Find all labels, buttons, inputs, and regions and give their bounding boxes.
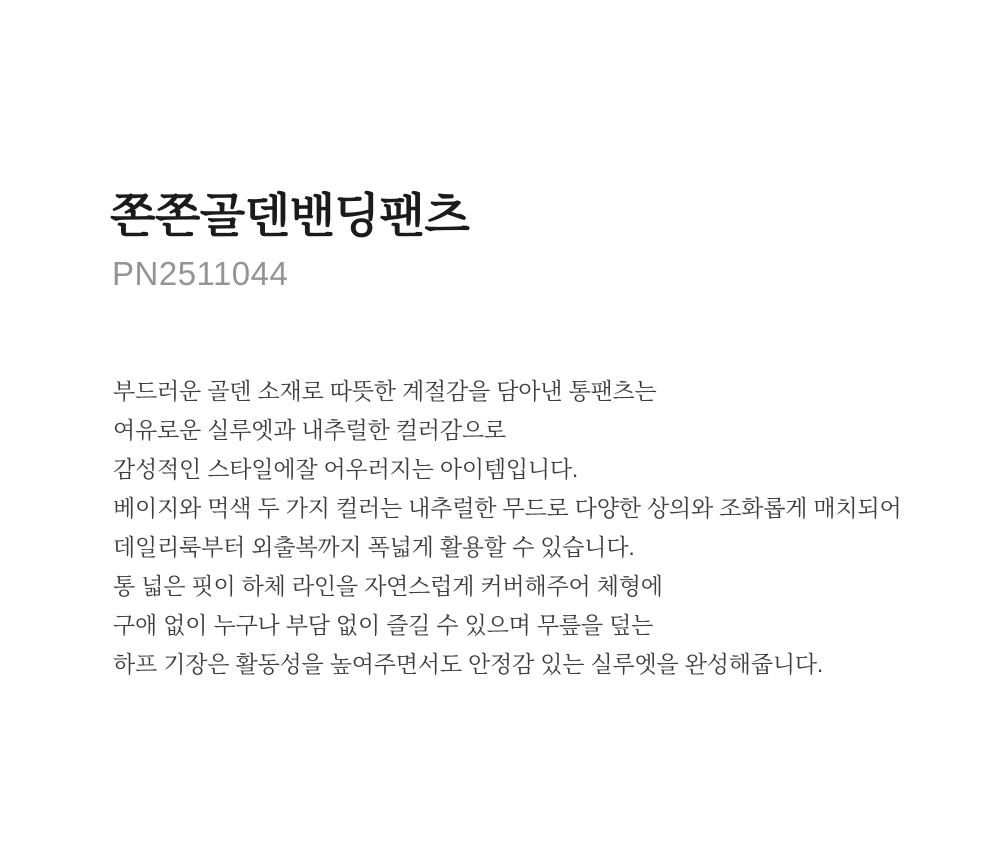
description-line: 부드러운 골덴 소재로 따뜻한 계절감을 담아낸 통팬츠는 — [113, 378, 657, 404]
description-line: 데일리룩부터 외출복까지 폭넓게 활용할 수 있습니다. — [113, 534, 635, 560]
product-description — [113, 372, 902, 684]
description-line: 베이지와 먹색 두 가지 컬러는 내추럴한 무드로 다양한 상의와 조화롭게 매치되어 — [113, 495, 902, 521]
description-line: 통 넓은 핏이 하체 라인을 자연스럽게 커버해주어 체형에 — [113, 573, 663, 599]
product-code: PN2511044 — [112, 255, 289, 292]
description-line: 감성적인 스타일에잘 어우러지는 아이템입니다. — [113, 456, 579, 482]
description-line: 구애 없이 누구나 부담 없이 즐길 수 있으며 무릎을 덮는 — [113, 612, 654, 638]
description-line: 하프 기장은 활동성을 높여주면서도 안정감 있는 실루엣을 완성해줍니다. — [113, 651, 824, 677]
product-title: 쫀쫀골덴밴딩팬츠 — [110, 189, 470, 242]
description-line: 여유로운 실루엣과 내추럴한 컬러감으로 — [113, 417, 506, 443]
